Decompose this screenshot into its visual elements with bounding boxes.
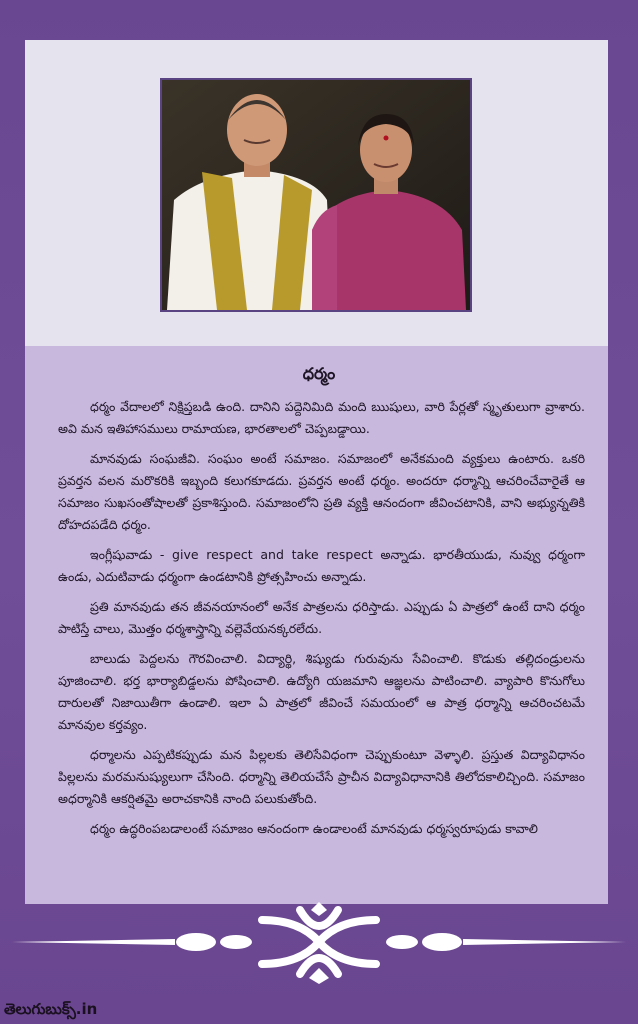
paragraph-4: ప్రతి మానవుడు తన జీవనయానంలో అనేక పాత్రలను ధరిస్తాడు. ఎప్పుడు ఏ పాత్రలో ఉంటే దాని ధర్మం పాటిస్తే చాలు, మొత్తం ధర్మశాస్త్రాన్ని వల్లెవేయనక్కరలేదు. [58, 599, 585, 636]
author-photo [160, 78, 472, 312]
paragraph-1: ధర్మం వేదాలలో నిక్షిప్తబడి ఉంది. దానిని పద్దెనిమిది మంది ఋషులు, వారి పేర్లతో స్మృతులుగా వ్రాశారు. అవి మన ఇతిహాసములు రామాయణ, భారతాలలో చెప్పబడ్డాయి. [58, 399, 585, 436]
author-photo-illustration [162, 80, 470, 310]
paragraph-2: మానవుడు సంఘజీవి. సంఘం అంటే సమాజం. సమాజంలో అనేకమంది వ్యక్తులు ఉంటారు. ఒకరి ప్రవర్తన వలన మరొకరికి ఇబ్బంది కలుగకూడదు. ప్రవర్తన అంటే ధర్మం. అందరూ ధర్మాన్ని ఆచరించేవారైతే ఆ సమాజం సుఖసంతోషాలతో ప్రకాశిస్తుంది. సమాజంలోని ప్రతి వ్యక్తి ఆనందంగా జీవించటానికి, వాని అభ్యున్నతికి దోహదపడేది ధర్మం. [58, 451, 585, 532]
decorative-ornament [0, 902, 638, 984]
paragraph-5: బాలుడు పెద్దలను గౌరవించాలి. విద్యార్థి, శిష్యుడు గురువును సేవించాలి. కొడుకు తల్లిదండ్రులను పూజించాలి. భర్త భార్యాబిడ్డలను పోషించాలి. ఉద్యోగి యజమాని ఆజ్ఞలను పాటించాలి. వ్యాపారి కొనుగోలు దారులతో నిజాయితీగా ఉండాలి. ఇలా ఏ పాత్రలో జీవించే సమయంలో ఆ పాత్ర ధర్మాన్ని ఆచరించటమే మానవుల కర్తవ్యం. [58, 651, 585, 732]
paragraph-3: ఇంగ్లీషువాడు - give respect and take respect అన్నాడు. భారతీయుడు, నువ్వు ధర్మంగా ఉండు, ఎదుటివాడు ధర్మంగా ఉండటానికి ప్రోత్సహించు అన్నాడు. [58, 547, 585, 584]
article-body [58, 396, 585, 848]
paragraph-6: ధర్మాలను ఎప్పటికప్పుడు మన పిల్లలకు తెలిసేవిధంగా చెప్పుకుంటూ వెళ్ళాలి. ప్రస్తుత విద్యావిధానం పిల్లలను మరమనుష్యులుగా చేసింది. ధర్మాన్ని తెలియచేసే ప్రాచీన విద్యావిధానానికి తిలోదకాలిచ్చింది. సమాజం అధర్మానికి ఆకర్షితమై అరాచకానికి నాంది పలుకుతోంది. [58, 747, 585, 806]
paragraph-7: ధర్మం ఉద్ధరింపబడాలంటే సమాజం ఆనందంగా ఉండాలంటే మానవుడు ధర్మస్వరూపుడు కావాలి [90, 821, 538, 836]
article-title: ధర్మం [302, 364, 336, 383]
watermark-logo: తెలుగుబుక్స్.in [4, 1000, 98, 1018]
